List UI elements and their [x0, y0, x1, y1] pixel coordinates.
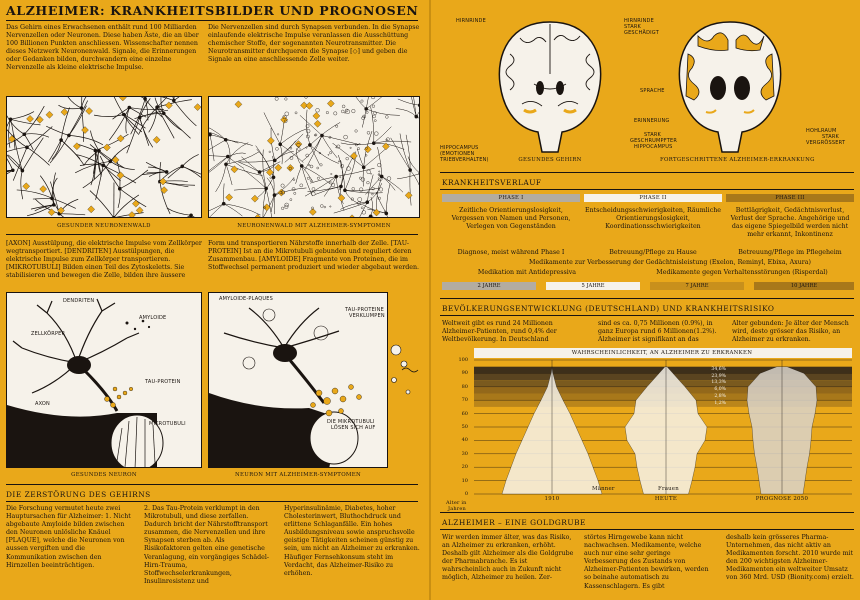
phase-3-text: Bettlägrigkeit, Gedächtnisverlust, Verlust der Sprache. Angehörige und das eigene Spiegelbild werden nicht mehr erkannt, Inkontinenz [730, 207, 850, 239]
section-title-verlauf: KRANKHEITSVERLAUF [442, 178, 542, 187]
risk-percent-label: 1,2% [714, 400, 726, 406]
zerstoerung-col3: Hyperinsulinämie, Diabetes, hoher Cholesterinwert, Bluthochdruck und erlittene Schlaganfälle. Ein hohes Ausbildungsniveau sowie anspruchsvolle geistige Tätigkeiten scheinen günstig zu sein, um nicht an Alzheimer zu erkranken. Häufiger Fernsehkonsum steht im Verdacht, das Alzheimer-Risiko zu erhöhen. [284, 505, 420, 577]
care-home: Betreuung/Pflege zu Hause [609, 249, 697, 256]
y-tick-label: 0 [464, 491, 468, 497]
y-tick-label: 60 [461, 410, 468, 417]
glossary-col2: Form und transportieren Nährstoffe innerhalb der Zelle. [TAU-PROTEIN] Ist an die Mikrotubuli gebunden und reguliert deren Zusammenbau. [AMYLOIDE] Fragmente von Proteinen, die im Stoffwechsel permanent produziert und wieder abgebaut werden. [208, 240, 420, 272]
rule-3 [6, 484, 418, 485]
label-mikrotubuli-loesen-line1: DIE MIKROTUBULI [327, 419, 375, 425]
y-tick-label: 80 [461, 383, 468, 390]
section-title-bevoelkerung: BEVÖLKERUNGSENTWICKLUNG (DEUTSCHLAND) UND KRANKHEITSRISIKO [442, 304, 775, 313]
duration-5-years: 5 JAHRE [546, 282, 640, 290]
rule-r3 [440, 298, 854, 299]
care-nursing-home: Betreuung/Pflege im Pflegeheim [738, 249, 842, 256]
category-label: 1910 [544, 496, 560, 502]
rule-4 [6, 501, 418, 502]
alzheimer-brain-illustration [670, 14, 790, 154]
caption-healthy-brain: GESUNDES GEHIRN [518, 157, 582, 163]
bev-col1: Weltweit gibt es rund 24 Millionen Alzheimer-Patienten, rund 0,4% der Weltbevölkerung. In Deutschland [442, 320, 557, 344]
risk-percent-label: 13,3% [711, 380, 726, 386]
risk-percent-label: 34,6% [711, 367, 726, 373]
caption-alzheimer-brain: FORTGESCHRITTENE ALZHEIMER-ERKRANKUNG [660, 157, 815, 163]
phase-3-bar: PHASE III [726, 194, 854, 202]
rule-r1 [440, 172, 854, 173]
caption-sick-neuron: NEURON MIT ALZHEIMER-SYMPTOMEN [235, 472, 361, 478]
y-tick-label: 20 [461, 464, 468, 471]
label-amyloide-plaques: AMYLOIDE-PLAQUES [219, 296, 273, 302]
phase-1-bar: PHASE I [442, 194, 580, 202]
label-hippocampus-stark-1: STARK [644, 132, 662, 138]
duration-2-years: 2 JAHRE [442, 282, 536, 290]
goldgrube-col3: deshalb kein grösseres Pharma-Unternehmen, das nicht aktiv an Medikamenten forscht. 2010 wurde mit den 200 wichtigsten Alzheimer-Medikamenten ein weltweiter Umsatz von 360 Mrd. USD (Bionity.com) erzielt. [726, 534, 854, 582]
intro-text-col2: Die Nervenzellen sind durch Synapsen verbunden. In die Synapse einlaufende elektrische Impulse veranlassen die Ausschüttung chemischer Stoffe, der sogenannten Neurotransmitter. Die Neurotransmitter durchqueren die Synapse [◇] und geben die Signale an eine anschliessende Zelle weiter. [208, 24, 420, 64]
page-gutter [429, 0, 431, 600]
risk-percent-label: 6,0% [714, 387, 726, 393]
glossary-col1: [AXON] Ausstülpung, die elektrische Impulse vom Zellkörper wegtransportiert. [DENDRITEN] Ausstülpungen, die elektrische Impulse zum Zellkörper transportieren. [MIKROTUBULI] Bilden einen Teil des Zytoskeletts. Sie stabilisieren und bewegen die Zelle, bilden ihre äussere [6, 240, 202, 280]
section-title-zerstoerung: DIE ZERSTÖRUNG DES GEHIRNS [6, 490, 151, 499]
intro-text-col1: Das Gehirn eines Erwachsenen enthält rund 100 Milliarden Nervenzellen oder Neuronen. Diese haben Äste, die an über 100 Billionen Punkten anschliessen. Wissenschafter nennen dieses Netzwerk Neuronenwald. Signale, die Erinnerungen oder Gedanken bilden, durchwandern eine einzelne Nervenzelle als kleine elektrische Impulse. [6, 24, 199, 72]
amyloid-particles-decor [388, 340, 428, 420]
healthy-forest-illustration [6, 96, 202, 218]
y-axis-label-line1: Alter in [446, 500, 467, 506]
label-mikrotubuli: MIKROTUBULI [149, 421, 186, 427]
label-tau-protein: TAU-PROTEIN [145, 379, 181, 385]
label-hippocampus-3: TRIEBVERHALTEN) [440, 157, 489, 163]
y-tick-label: 50 [461, 424, 468, 430]
label-tau-verklumpen-line2: VERKLUMPEN [349, 313, 385, 319]
med-antidepressant: Medikation mit Antidepressiva [477, 269, 577, 276]
label-hippocampus-2: (EMOTIONEN [440, 151, 475, 157]
rule-r6 [440, 529, 854, 530]
label-hohlraum-2: STARK [822, 134, 840, 140]
label-hippocampus-stark-3: HIPPOCAMPUS [634, 144, 673, 150]
med-behaviour: Medikamente gegen Verhaltensstörungen (Risperdal) [656, 269, 828, 276]
section-title-goldgrube: ALZHEIMER – EINE GOLDGRUBE [442, 518, 586, 527]
care-diagnose: Diagnose, meist während Phase I [457, 249, 565, 256]
label-hirnrinde-geschaedigt-2: STARK [624, 24, 642, 30]
label-frauen: Frauen [658, 486, 679, 492]
category-label: HEUTE [654, 496, 678, 502]
category-label: PROGNOSE 2050 [755, 496, 809, 502]
label-hippocampus-stark-2: GESCHRUMPFTER [630, 138, 677, 144]
page-title: ALZHEIMER: KRANKHEITSBILDER UND PROGNOSEN [6, 3, 419, 18]
label-amyloide: AMYLOIDE [139, 315, 167, 321]
chart-header: WAHRSCHEINLICHKEIT, AN ALZHEIMER ZU ERKRANKEN [571, 350, 753, 356]
y-tick-label: 30 [461, 450, 468, 457]
healthy-brain-illustration [490, 14, 610, 154]
duration-7-years: 7 JAHRE [650, 282, 744, 290]
risk-percent-label: 2,8% [714, 393, 726, 399]
duration-10-years: 10 JAHRE [754, 282, 854, 290]
label-hohlraum-1: HOHLRAUM [806, 128, 837, 134]
rule-r4 [440, 315, 854, 316]
caption-sick-forest: NEURONENWALD MIT ALZHEIMER-SYMPTOMEN [237, 223, 391, 229]
label-hirnrinde-geschaedigt-1: HIRNRINDE [624, 18, 654, 24]
caption-healthy-forest: GESUNDER NEURONENWALD [57, 223, 151, 229]
title-rule [6, 20, 418, 21]
bev-col2: sind es ca. 0,75 Millionen (0.9%), in ganz Europa rund 6 Millionen(1.2%). Alzheimer ist signifikant an das [598, 320, 717, 344]
healthy-neuron-illustration [6, 292, 202, 468]
label-hippocampus-1: HIPPOCAMPUS [440, 145, 479, 151]
sick-neuron-illustration [208, 292, 388, 468]
label-axon: AXON [35, 401, 51, 407]
phase-2-bar: PHASE II [584, 194, 722, 202]
rule-r5 [440, 512, 854, 513]
goldgrube-col1: Wir werden immer älter, was das Risiko, an Alzheimer zu erkranken, erhöht. Deshalb gilt Alzheimer als die Goldgrube der Pharmabranche. Es ist wahrscheinlich auch in Zukunft nicht möglich, Alzheimer zu heilen. Zer- [442, 534, 574, 582]
label-hirnrinde-geschaedigt-3: GESCHÄDIGT [624, 30, 659, 36]
y-tick-label: 40 [461, 437, 468, 444]
sick-forest-illustration [208, 96, 420, 218]
label-hirnrinde: HIRNRINDE [456, 18, 486, 24]
label-sprache: SPRACHE [640, 88, 665, 94]
y-tick-label: 90 [461, 370, 468, 377]
phase-2-text: Entscheidungsschwierigkeiten, Räumliche Orientierungslosigkeit, Koordinationsschwierigkeiten [584, 207, 721, 231]
label-zellkoerper: ZELLKÖRPER [31, 331, 66, 337]
bev-col3: Alter gebunden: Je älter der Mensch wird, desto grösser das Risiko, an Alzheimer zu erkranken. [732, 320, 849, 344]
label-hohlraum-3: VERGRÖSSERT [806, 140, 846, 146]
label-maenner: Männer [592, 486, 615, 492]
population-chart [440, 348, 856, 518]
label-erinnerung: ERINNERUNG [634, 118, 670, 124]
caption-healthy-neuron: GESUNDES NEURON [71, 472, 137, 478]
label-tau-verklumpen-line1: TAU-PROTEINE [345, 307, 384, 313]
zerstoerung-col1: Die Forschung vermutet heute zwei Hauptursachen für Alzheimer: 1. Nicht abgebaute Amyloide bilden zwischen den Neuronen unlösliche Knäuel [PLAQUE], welche die Neuronen von aussen vergiften und die Kommunikation zwischen den Hirnzellen beeinträchtigen. [6, 505, 131, 569]
y-tick-label: 100 [458, 357, 468, 363]
zerstoerung-col2: 2. Das Tau-Protein verklumpt in den Mikrotubuli, und diese zerfallen. Dadurch bricht der Nährstofftransport zusammen, die Nervenzellen und ihre Synapsen sterben ab. Als Risikofaktoren gelten eine genetische Veranlagung, ein vorgängiges Schädel-Hirn-Trauma, Stoffwechselerkrankungen, Insulinresistenz und [144, 505, 270, 585]
rule-r2 [440, 189, 854, 190]
goldgrube-col2: störtes Hirngewebe kann nicht nachwachsen. Medikamente, welche auch nur eine sehr geringe Verbesserung des Zustands von Alzheimer-Patienten bewirken, werden so beinahe automatisch zu Kassenschlagern. Es gibt [584, 534, 709, 590]
med-memory: Medikamente zur Verbesserung der Gedächtnisleistung (Exelon, Reminyl, Ebixa, Axura) [529, 259, 811, 266]
phase-1-text: Zeitliche Orientierungslosigkeit, Vergessen von Namen und Personen, Verlegen von Gegenständen [451, 207, 571, 231]
risk-percent-label: 23,9% [711, 373, 726, 379]
rule-2 [6, 234, 418, 235]
y-axis-label-line2: Jahren [448, 506, 466, 512]
y-tick-label: 70 [461, 397, 468, 404]
label-mikrotubuli-loesen-line2: LÖSEN SICH AUF [331, 425, 376, 431]
label-dendriten: DENDRITEN [63, 298, 95, 304]
y-tick-label: 10 [461, 477, 468, 484]
